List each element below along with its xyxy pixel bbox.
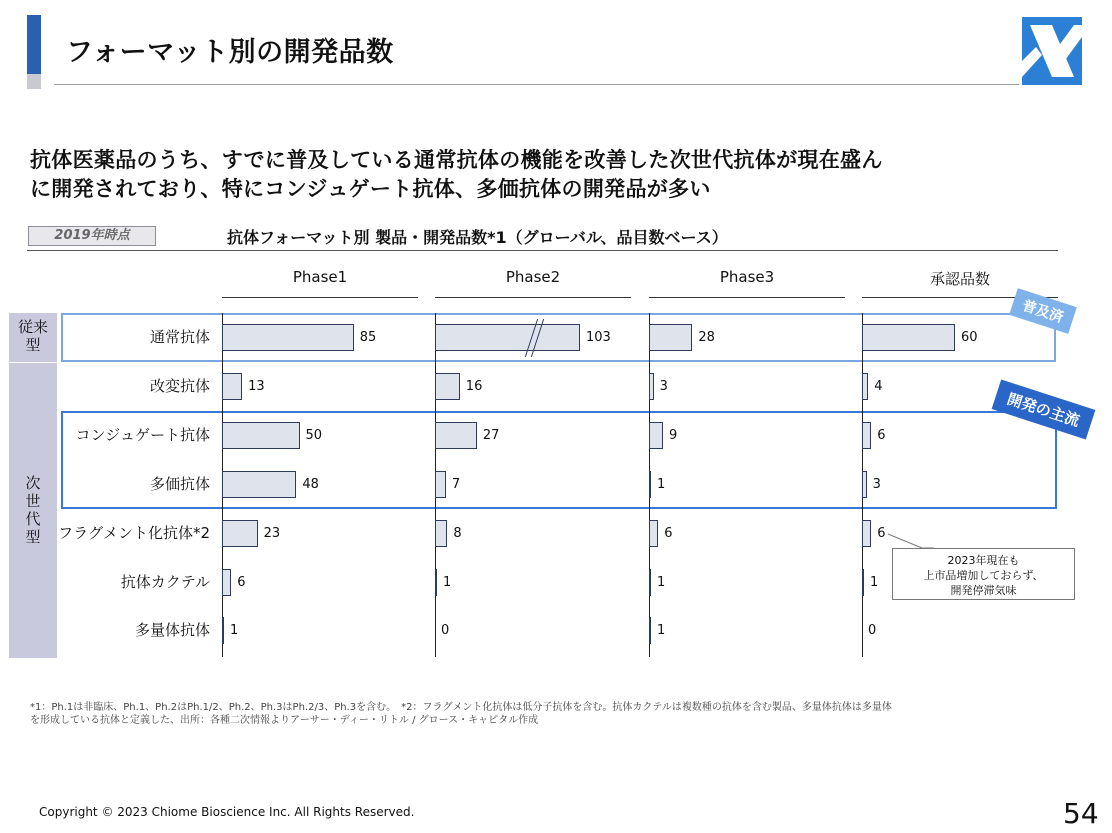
copyright: Copyright © 2023 Chiome Bioscience Inc. All Rights Reserved.: [39, 805, 415, 819]
callout-line-1: 2023年現在も: [947, 554, 1020, 567]
bar-Phase3-5: [649, 569, 651, 596]
category-label: コンジュゲート抗体: [75, 426, 210, 444]
tag-main-development: 開発の主流: [992, 379, 1096, 439]
chart-title-divider: [27, 250, 1058, 251]
value-label: 6: [237, 575, 246, 590]
value-label: 1: [657, 623, 666, 638]
value-label: 16: [465, 379, 483, 394]
bar-承認品数-4: [862, 520, 871, 547]
category-label: 通常抗体: [149, 328, 210, 346]
bar-Phase2-2: [435, 422, 477, 449]
value-label: 1: [657, 477, 666, 492]
column-header-rule-2: [435, 297, 631, 298]
value-label: 6: [877, 526, 886, 541]
bar-Phase2-4: [435, 520, 447, 547]
value-label: 9: [668, 428, 678, 443]
bar-Phase3-4: [649, 520, 658, 547]
bar-Phase3-2: [649, 422, 663, 449]
value-label: 1: [657, 575, 666, 590]
value-label: 1: [870, 575, 879, 590]
bar-Phase2-1: [435, 373, 460, 400]
highlight-main-box: [61, 411, 1057, 509]
page-title: フォーマット別の開発品数: [66, 37, 394, 68]
bar-Phase1-1: [222, 373, 242, 400]
bar-Phase3-0: [649, 324, 692, 351]
bar-Phase3-6: [649, 617, 651, 644]
bar-承認品数-2: [862, 422, 871, 449]
title-accent-bar-tail: [27, 74, 41, 89]
value-label: 27: [482, 428, 500, 443]
value-label: 103: [586, 330, 611, 345]
category-label: 多量体抗体: [134, 621, 210, 639]
bar-Phase1-2: [222, 422, 300, 449]
value-label: 0: [868, 623, 877, 638]
group-label-next-generation: 次 世 代 型: [25, 474, 41, 546]
category-label: 多価抗体: [149, 475, 210, 493]
value-label: 6: [664, 526, 673, 541]
value-label: 1: [230, 623, 239, 638]
bar-Phase1-6: [222, 617, 224, 644]
bar-Phase3-3: [649, 471, 651, 498]
callout-note: [892, 548, 1075, 600]
value-label: 48: [302, 477, 319, 492]
category-label: 抗体カクテル: [120, 573, 210, 591]
column-header-rule-1: [222, 297, 418, 298]
bar-承認品数-1: [862, 373, 868, 400]
column-header-4: 承認品数: [929, 270, 990, 288]
bar-Phase3-1: [649, 373, 654, 400]
bar-Phase2-3: [435, 471, 446, 498]
bar-Phase2-5: [435, 569, 437, 596]
tag-widespread: 普及済: [1009, 288, 1077, 334]
value-label: 50: [305, 428, 323, 443]
column-header-2: Phase2: [505, 268, 561, 286]
chart-title: 抗体フォーマット別 製品・開発品数*1（グローバル、品目数ベース）: [227, 228, 728, 247]
bar-Phase1-3: [222, 471, 296, 498]
bar-Phase1-4: [222, 520, 258, 547]
bar-承認品数-5: [862, 569, 864, 596]
category-label: フラグメント化抗体*2: [58, 524, 210, 542]
column-header-rule-3: [649, 297, 845, 298]
company-logo-icon: [1022, 17, 1082, 85]
callout-line-2: 上市品増加しておらず、: [923, 569, 1044, 582]
value-label: 0: [441, 623, 450, 638]
bar-Phase1-0: [222, 324, 354, 351]
value-label: 85: [359, 330, 377, 345]
page-number: 54: [1063, 797, 1099, 830]
value-label: 4: [874, 379, 883, 394]
column-header-3: Phase3: [719, 268, 775, 286]
value-label: 3: [872, 477, 881, 492]
callout-line-3: 開発停滞気味: [950, 584, 1017, 597]
footnote-line-2: を形成している抗体と定義した、出所：各種二次情報よりアーサー・ディー・リトル / グロース・キャピタル作成: [30, 715, 539, 726]
footnotes: [30, 701, 1020, 727]
title-accent-bar: [27, 15, 41, 74]
bar-Phase2-0: [435, 324, 580, 351]
as-of-badge: 2019年時点: [28, 226, 156, 246]
value-label: 8: [453, 526, 462, 541]
value-label: 3: [659, 379, 668, 394]
bar-承認品数-3: [862, 471, 867, 498]
value-label: 13: [248, 379, 265, 394]
category-label: 改変抗体: [149, 377, 210, 395]
value-label: 23: [263, 526, 281, 541]
column-header-1: Phase1: [292, 268, 348, 286]
value-label: 28: [698, 330, 715, 345]
bar-Phase1-5: [222, 569, 231, 596]
title-divider: [54, 84, 1019, 85]
value-label: 60: [961, 330, 978, 345]
headline-line-2: に開発されており、特にコンジュゲート抗体、多価抗体の開発品が多い: [30, 177, 711, 201]
footnote-line-1: *1：Ph.1は非臨床、Ph.1、Ph.2はPh.1/2、Ph.2、Ph.3はPh.2/3、Ph.3を含む。 *2：フラグメント化抗体は低分子抗体を含む。抗体カクテルは複数種の抗体を含む製品、多量体抗体は多量体: [30, 702, 892, 713]
headline-line-1: 抗体医薬品のうち、すでに普及している通常抗体の機能を改善した次世代抗体が現在盛ん: [30, 148, 883, 172]
bar-承認品数-0: [862, 324, 955, 351]
group-label-conventional: 従来 型: [17, 318, 48, 354]
value-label: 1: [443, 575, 452, 590]
value-label: 7: [451, 477, 461, 492]
value-label: 6: [877, 428, 886, 443]
headline: [30, 146, 883, 204]
